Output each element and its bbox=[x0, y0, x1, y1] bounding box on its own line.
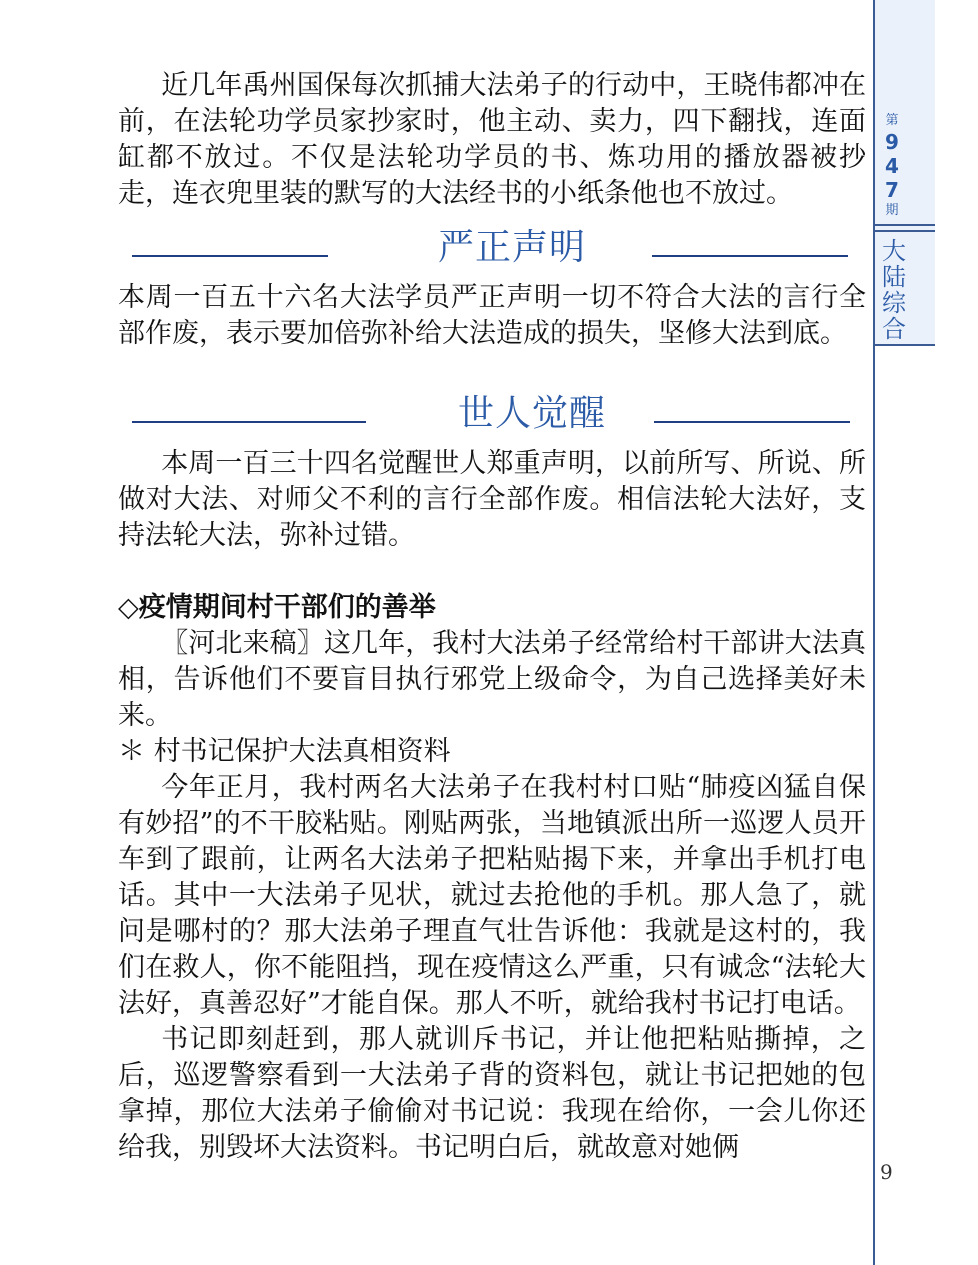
page-number: 9 bbox=[880, 1160, 893, 1184]
header-rule-left bbox=[132, 421, 366, 423]
header-rule-left bbox=[132, 255, 328, 257]
article-headline: ◇疫情期间村干部们的善举 bbox=[118, 592, 436, 623]
sidebar-divider bbox=[875, 230, 935, 232]
issue-digit: 9 bbox=[885, 130, 899, 154]
section-title-awakening: 世人觉醒 bbox=[458, 393, 607, 434]
issue-number bbox=[881, 112, 903, 220]
issue-digit: 7 bbox=[885, 178, 899, 202]
category-char: 合 bbox=[882, 315, 906, 343]
main-content bbox=[118, 68, 866, 1166]
issue-digit: 4 bbox=[885, 154, 899, 178]
category-char: 大 bbox=[882, 237, 906, 265]
sidebar bbox=[873, 0, 978, 1265]
sidebar-rule bbox=[873, 0, 875, 1265]
awakening-paragraph: 本周一百三十四名觉醒世人郑重声明，以前所写、所说、所做对大法、对师父不利的言行全部作废。相信法轮大法好，支持法轮大法，弥补过错。 bbox=[118, 448, 866, 551]
declaration-paragraph: 本周一百五十六名大法学员严正声明一切不符合大法的言行全部作废，表示要加倍弥补给大法造成的损失，坚修大法到底。 bbox=[118, 282, 866, 349]
article-paragraph-2: 书记即刻赶到，那人就训斥书记，并让他把粘贴撕掉，之后，巡逻警察看到一大法弟子背的资料包，就让书记把她的包拿掉，那位大法弟子偷偷对书记说：我现在给你，一会儿你还给我，别毁坏大法资料。书记明白后，就故意对她俩 bbox=[118, 1024, 866, 1163]
section-header-declaration bbox=[118, 220, 866, 280]
issue-suffix: 期 bbox=[885, 203, 899, 218]
article-subhead: ＊ 村书记保护大法真相资料 bbox=[118, 736, 451, 767]
issue-prefix: 第 bbox=[885, 113, 899, 128]
header-rule-right bbox=[654, 421, 850, 423]
sidebar-divider bbox=[875, 344, 935, 346]
section-header-awakening bbox=[118, 386, 866, 446]
sidebar-divider bbox=[875, 224, 935, 226]
category-char: 综 bbox=[882, 289, 906, 317]
section-title-declaration: 严正声明 bbox=[438, 227, 587, 268]
category-char: 陆 bbox=[882, 263, 906, 291]
intro-paragraph: 近几年禹州国保每次抓捕大法弟子的行动中，王晓伟都冲在前，在法轮功学员家抄家时，他主动、卖力，四下翻找，连面缸都不放过。不仅是法轮功学员的书、炼功用的播放器被抄走，连衣兜里装的默写的大法经书的小纸条他也不放过。 bbox=[118, 70, 866, 209]
article-lead: 〖河北来稿〗这几年，我村大法弟子经常给村干部讲大法真相，告诉他们不要盲目执行邪党上级命令，为自己选择美好未来。 bbox=[118, 628, 866, 731]
header-rule-right bbox=[652, 255, 848, 257]
category-label bbox=[879, 238, 909, 342]
article-paragraph-1: 今年正月，我村两名大法弟子在我村村口贴“肺疫凶猛自保有妙招”的不干胶粘贴。刚贴两张，当地镇派出所一巡逻人员开车到了跟前，让两名大法弟子把粘贴揭下来，并拿出手机打电话。其中一大法弟子见状，就过去抢他的手机。那人急了，就问是哪村的？那大法弟子理直气壮告诉他：我就是这村的，我们在救人，你不能阻挡，现在疫情这么严重，只有诚念“法轮大法好，真善忍好”才能自保。那人不听，就给我村书记打电话。 bbox=[118, 772, 866, 1019]
